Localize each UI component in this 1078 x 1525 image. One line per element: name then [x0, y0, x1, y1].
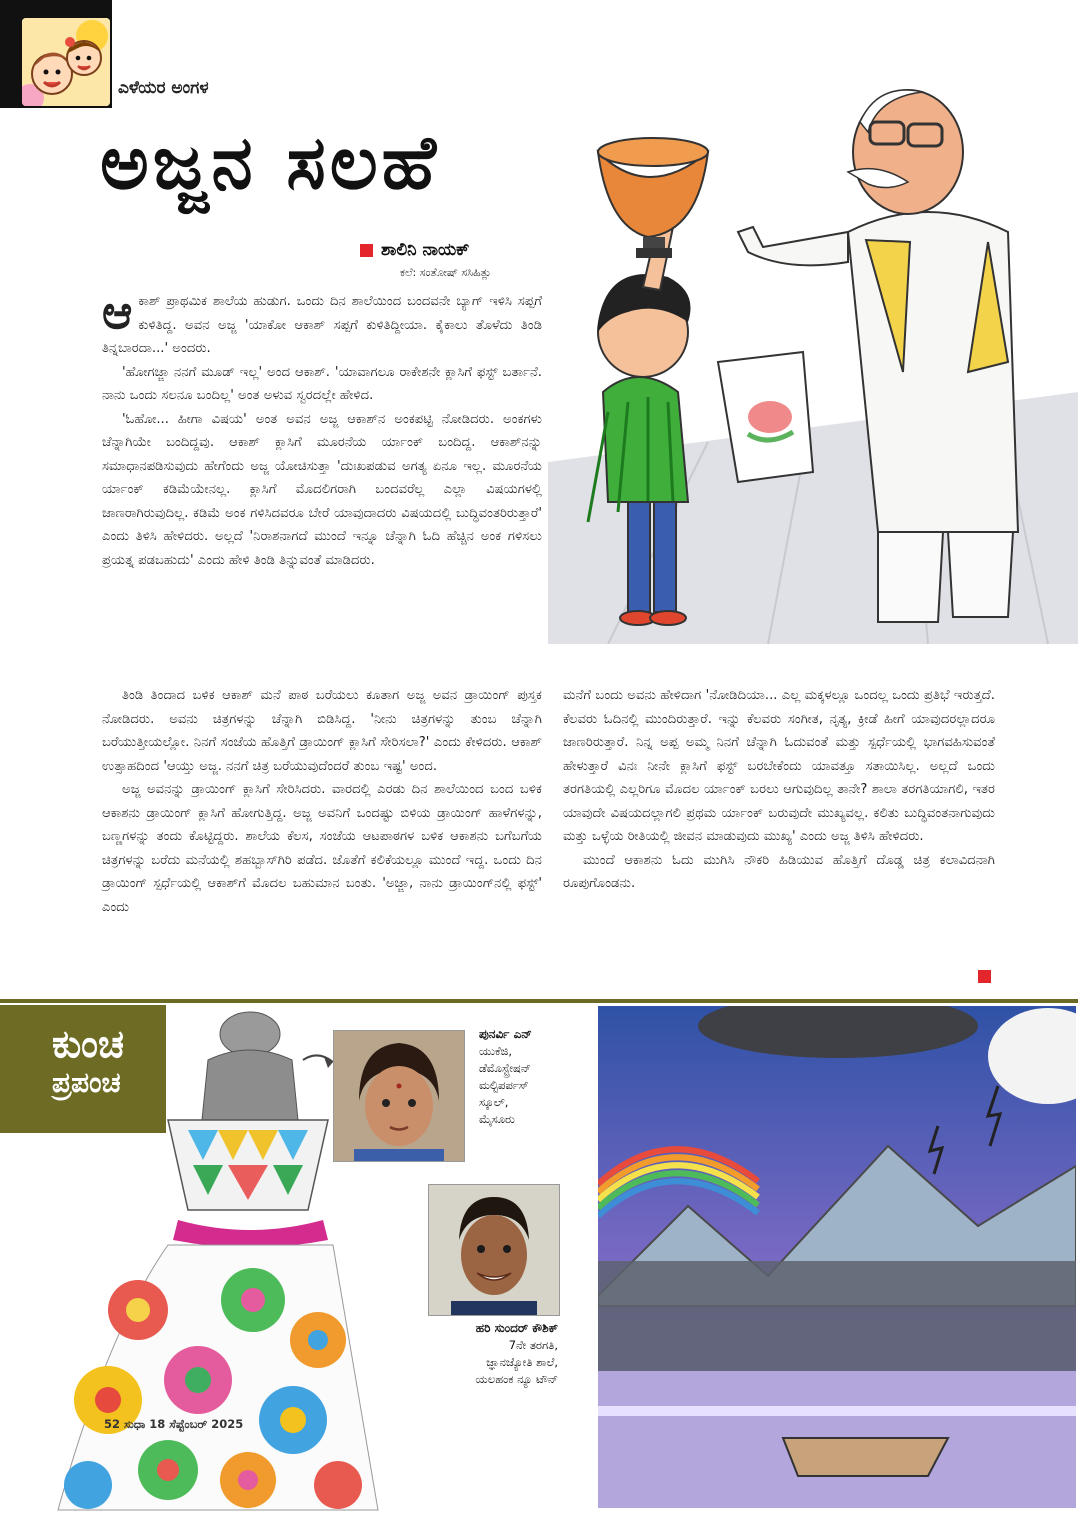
author-byline	[360, 240, 469, 260]
section-divider	[0, 999, 1078, 1003]
gallery-title-line1: ಕುಂಚ	[52, 1022, 124, 1066]
story-illustration	[548, 62, 1078, 644]
article-column-top	[102, 285, 542, 572]
artist2-name: ಹರಿ ಸುಂದರ್ ಕೌಶಿಕ್	[475, 1321, 558, 1335]
article-column-left	[102, 684, 542, 919]
artist1-photo	[333, 1030, 465, 1162]
article-paragraph: ಮನೆಗೆ ಬಂದು ಅವನು ಹೇಳಿದಾಗ 'ನೋಡಿದಿಯಾ... ಎಲ್ಲ ಮಕ್ಕಳಲ್ಲೂ ಒಂದಲ್ಲ ಒಂದು ಪ್ರತಿಭೆ ಇರುತ್ತದೆ. ಕೆಲವರು ಓದಿನಲ್ಲಿ ಮುಂದಿರುತ್ತಾರೆ. ಇನ್ನು ಕೆಲವರು ಸಂಗೀತ, ನೃತ್ಯ, ಕ್ರೀಡೆ ಹೀಗೆ ಯಾವುದರಲ್ಲಾದರೂ ಜಾಣರಿರುತ್ತಾರೆ. ನಿನ್ನ ಅಪ್ಪ ಅಮ್ಮ ನಿನಗೆ ಚೆನ್ನಾಗಿ ಓದುವಂತೆ ಮತ್ತು ಸ್ಪರ್ಧೆಯಲ್ಲಿ ಭಾಗವಹಿಸುವಂತೆ ಹೇಳುತ್ತಾರೆ ವಿನಃ ನೀನೇ ಕ್ಲಾಸಿಗೆ ಫಸ್ಟ್ ಬರಬೇಕೆಂದು ಯಾವತ್ತೂ ಸತಾಯಿಸಿಲ್ಲ. ಅಲ್ಲದೆ ಒಂದು ತರಗತಿಯಲ್ಲಿ ಎಲ್ಲರಿಗೂ ಮೊದಲ ರ್ಯಾಂಕ್ ಬರಲು ಆಗುವುದಿಲ್ಲ ತಾನೇ? ಶಾಲಾ ತರಗತಿಯಾಗಲಿ, ಇತರ ಯಾವುದೇ ವಿಷಯದಲ್ಲಾಗಲಿ ಪ್ರಥಮ ರ್ಯಾಂಕ್ ಬರುವುದೇ ಮುಖ್ಯವಲ್ಲ. ಕಲಿತು ಬುದ್ಧಿವಂತನಾಗುವುದು ಮತ್ತು ಒಳ್ಳೆಯ ರೀತಿಯಲ್ಲಿ ಜೀವನ ಮಾಡುವುದು ಮುಖ್ಯ' ಎಂದು ಅಜ್ಜ ತಿಳಿಸಿ ಹೇಳಿದರು.	[563, 688, 995, 844]
artist1-caption: ಪುನರ್ವಿ ಎನ್ ಯುಕೆಜಿ, ಡೆಮೊಸ್ಟ್ರೇಷನ್ ಮಲ್ಟಿಪರ್ಪಸ್ ಸ್ಕೂಲ್, ಮೈಸೂರು	[479, 1027, 532, 1126]
child-artwork-landscape	[598, 1006, 1076, 1508]
article-paragraph: ಅಜ್ಜ ಅವನನ್ನು ಡ್ರಾಯಿಂಗ್ ಕ್ಲಾಸಿಗೆ ಸೇರಿಸಿದರು. ವಾರದಲ್ಲಿ ಎರಡು ದಿನ ಶಾಲೆಯಿಂದ ಬಂದ ಬಳಿಕ ಆಕಾಶನು ಡ್ರಾಯಿಂಗ್ ಕ್ಲಾಸಿಗೆ ಹೋಗುತ್ತಿದ್ದ. ಅಜ್ಜ ಅವನಿಗೆ ಒಂದಷ್ಟು ಬಿಳಿಯ ಡ್ರಾಯಿಂಗ್ ಹಾಳೆಗಳನ್ನು, ಬಣ್ಣಗಳನ್ನು ತಂದು ಕೊಟ್ಟಿದ್ದರು. ಶಾಲೆಯ ಕೆಲಸ, ಸಂಜೆಯ ಆಟಪಾಠಗಳ ಬಳಿಕ ಆಕಾಶನು ಬಗೆಬಗೆಯ ಚಿತ್ರಗಳನ್ನು ಬರೆದು ಮನೆಯಲ್ಲಿ ಶಹಬ್ಬಾಸ್‌ಗಿರಿ ಪಡೆದ. ಜೊತೆಗೆ ಕಲಿಕೆಯಲ್ಲೂ ಮುಂದೆ ಇದ್ದ. ಒಂದು ದಿನ ಡ್ರಾಯಿಂಗ್ ಸ್ಪರ್ಧೆಯಲ್ಲಿ ಆಕಾಶ್‌ಗೆ ಮೊದಲ ಬಹುಮಾನ ಬಂತು. 'ಅಜ್ಜಾ, ನಾನು ಡ್ರಾಯಿಂಗ್‌ನಲ್ಲಿ ಫಸ್ಟ್' ಎಂದು	[102, 782, 542, 915]
artist1-name: ಪುನರ್ವಿ ಎನ್	[479, 1027, 532, 1041]
article-paragraph: ಮುಂದೆ ಆಕಾಶನು ಓದು ಮುಗಿಸಿ ನೌಕರಿ ಹಿಡಿಯುವ ಹೊತ್ತಿಗೆ ದೊಡ್ಡ ಚಿತ್ರ ಕಲಾವಿದನಾಗಿ ರೂಪುಗೊಂಡನು.	[563, 852, 995, 891]
artist2-photo	[428, 1184, 560, 1316]
author-name: ಶಾಲಿನಿ ನಾಯಕ್	[381, 240, 470, 260]
article-paragraph: ಆಕಾಶ್ ಪ್ರಾಥಮಿಕ ಶಾಲೆಯ ಹುಡುಗ. ಒಂದು ದಿನ ಶಾಲೆಯಿಂದ ಬಂದವನೇ ಬ್ಯಾಗ್ ಇಳಿಸಿ ಸಪ್ಪಗೆ ಕುಳಿತಿದ್ದ. ಅವನ ಅಜ್ಜ 'ಯಾಕೋ ಆಕಾಶ್ ಸಪ್ಪಗೆ ಕುಳಿತಿದ್ದೀಯಾ. ಕೈಕಾಲು ತೊಳೆದು ತಿಂಡಿ ತಿನ್ನಬಾರದಾ...' ಅಂದರು.	[102, 285, 542, 356]
gallery-title-line2: ಪ್ರಪಂಚ	[52, 1066, 121, 1099]
article-end-marker	[978, 970, 991, 983]
article-title: ಅಜ್ಜನ ಸಲಹೆ	[100, 120, 440, 206]
page-folio: 52 ಸುಧಾ 18 ಸೆಪ್ಟೆಂಬರ್ 2025	[104, 1417, 244, 1431]
article-paragraph: 'ಓಹೋ... ಹೀಗಾ ವಿಷಯ' ಅಂತ ಅವನ ಅಜ್ಜ ಆಕಾಶ್‌ನ ಅಂಕಪಟ್ಟಿ ನೋಡಿದರು. ಅಂಕಗಳು ಚೆನ್ನಾಗಿಯೇ ಬಂದಿದ್ದವು. ಆಕಾಶ್ ಕ್ಲಾಸಿಗೆ ಮೂರನೆಯ ರ್ಯಾಂಕ್ ಬಂದಿದ್ದ. ಆಕಾಶ್‌ನನ್ನು ಸಮಾಧಾನಪಡಿಸುವುದು ಹೇಗೆಂದು ಅಜ್ಜ ಯೋಚಿಸುತ್ತಾ 'ದುಃಖಪಡುವ ಅಗತ್ಯ ಏನೂ ಇಲ್ಲ. ಮೂರನೆಯ ರ್ಯಾಂಕ್ ಕಡಿಮೆಯೇನಲ್ಲ. ಕ್ಲಾಸಿಗೆ ಮೊದಲಿಗರಾಗಿ ಬಂದವರೆಲ್ಲ ಎಲ್ಲಾ ವಿಷಯಗಳಲ್ಲಿ ಜಾಣರಾಗಿರುವುದಿಲ್ಲ. ಕಡಿಮೆ ಅಂಕ ಗಳಿಸಿದವರೂ ಬೇರೆ ಯಾವುದಾದರು ವಿಷಯದಲ್ಲಿ ಬುದ್ಧಿವಂತರಿರುತ್ತಾರೆ' ಎಂದು ತಿಳಿಸಿ ಹೇಳಿದರು. ಅಲ್ಲದೆ 'ನಿರಾಶನಾಗದೆ ಮುಂದೆ ಇನ್ನೂ ಚೆನ್ನಾಗಿ ಓದಿ ಹೆಚ್ಚಿನ ಅಂಕ ಗಳಿಸಲು ಪ್ರಯತ್ನ ಪಡಬಹುದು' ಎಂದು ಹೇಳಿ ತಿಂಡಿ ತಿನ್ನುವಂತೆ ಮಾಡಿದರು.	[102, 411, 542, 568]
kids-logo	[22, 18, 110, 106]
article-column-right	[563, 684, 995, 896]
section-label: ಎಳೆಯರ ಅಂಗಳ	[118, 78, 209, 98]
artist-credit: ಕಲೆ: ಸಂತೋಷ್ ಸಸಿಹಿತ್ಲು	[400, 266, 492, 279]
article-paragraph: ತಿಂಡಿ ತಿಂದಾದ ಬಳಿಕ ಆಕಾಶ್ ಮನೆ ಪಾಠ ಬರೆಯಲು ಕೂತಾಗ ಅಜ್ಜ ಅವನ ಡ್ರಾಯಿಂಗ್ ಪುಸ್ತಕ ನೋಡಿದರು. ಅವನು ಚಿತ್ರಗಳನ್ನು ಚೆನ್ನಾಗಿ ಬಿಡಿಸಿದ್ದ. 'ನೀನು ಚಿತ್ರಗಳನ್ನು ತುಂಬ ಚೆನ್ನಾಗಿ ಬರೆಯುತ್ತೀಯಲ್ಲೋ. ನಿನಗೆ ಸಂಜೆಯ ಹೊತ್ತಿಗೆ ಡ್ರಾಯಿಂಗ್ ಕ್ಲಾಸಿಗೆ ಸೇರಿಸಲಾ?' ಎಂದು ಕೇಳಿದರು. ಆಕಾಶ್ ಉತ್ಸಾಹದಿಂದ 'ಆಯ್ತು ಅಜ್ಜ. ನನಗೆ ಚಿತ್ರ ಬರೆಯುವುದೆಂದರೆ ತುಂಬ ಇಷ್ಟ' ಅಂದ.	[102, 688, 542, 774]
artist2-caption: ಹರಿ ಸುಂದರ್ ಕೌಶಿಕ್ 7ನೇ ತರಗತಿ, ಜ್ಞಾನಜ್ಯೋತಿ ಶಾಲೆ, ಯಲಹಂಕ ನ್ಯೂ ಟೌನ್	[475, 1321, 558, 1386]
drop-cap: ಆ	[102, 285, 133, 339]
byline-marker	[360, 244, 373, 257]
article-paragraph: 'ಹೋಗಜ್ಜಾ ನನಗೆ ಮೂಡ್ ಇಲ್ಲ' ಅಂದ ಆಕಾಶ್. 'ಯಾವಾಗಲೂ ರಾಕೇಶನೇ ಕ್ಲಾಸಿಗೆ ಫಸ್ಟ್ ಬರ್ತಾನೆ. ನಾನು ಒಂದು ಸಲನೂ ಬಂದಿಲ್ಲ' ಅಂತ ಅಳುವ ಸ್ವರದಲ್ಲೇ ಹೇಳಿದ.	[102, 364, 542, 403]
